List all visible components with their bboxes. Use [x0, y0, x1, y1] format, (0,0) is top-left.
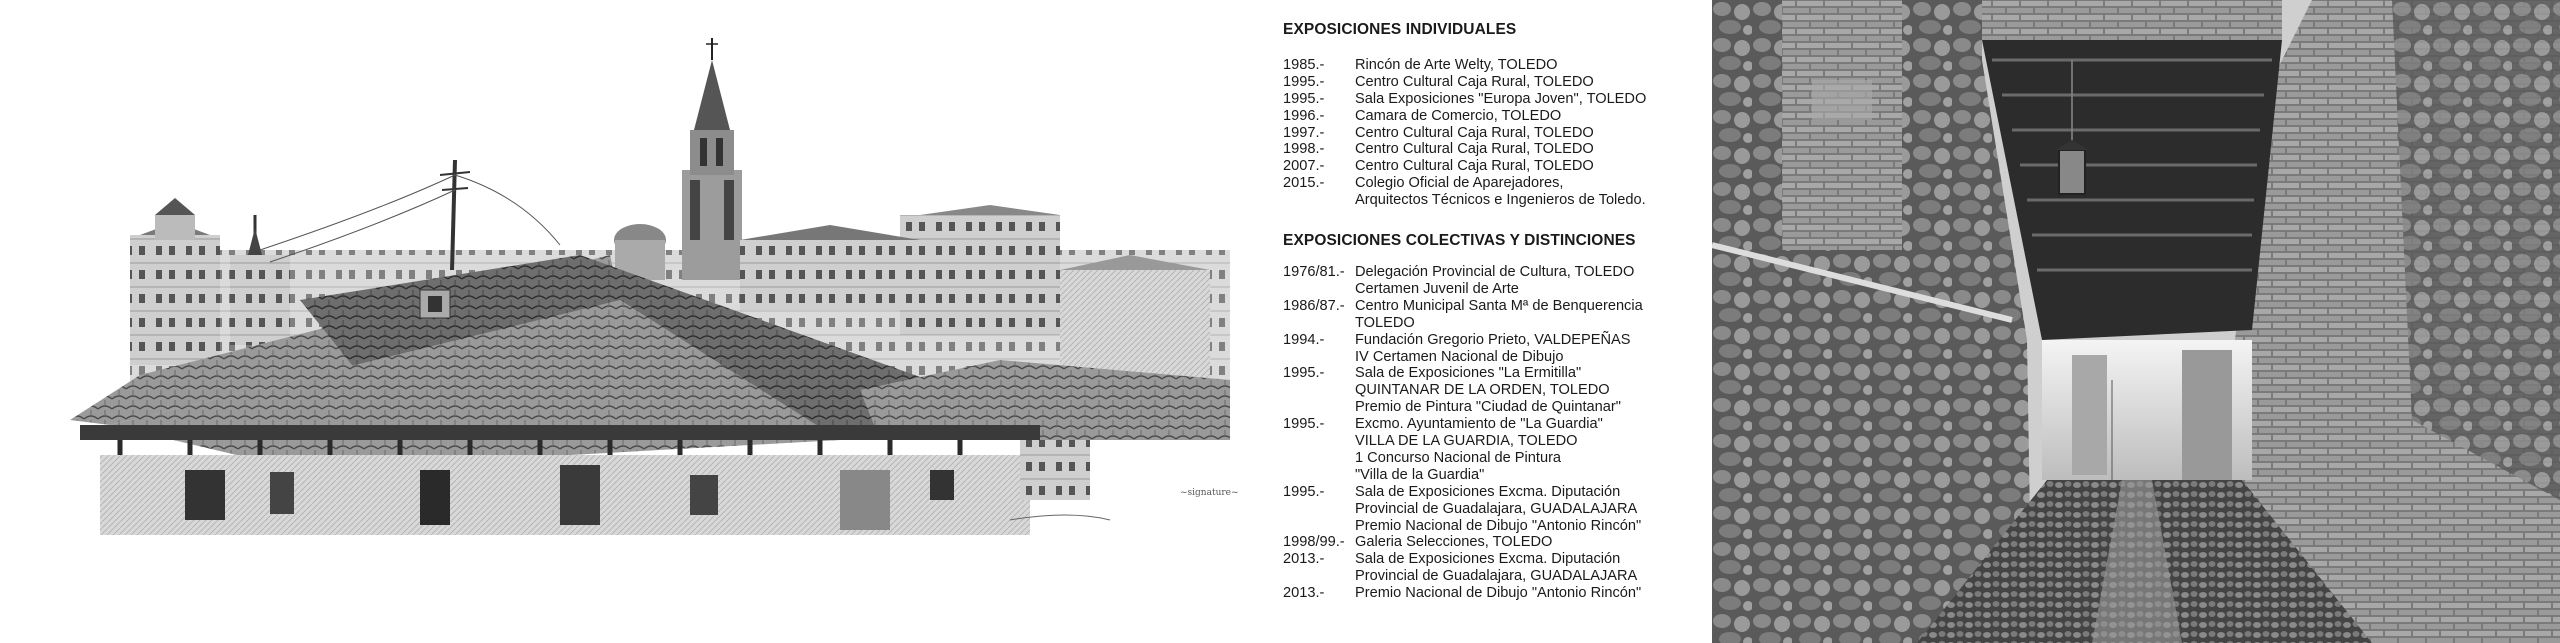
- entry-year: 1994.-: [1283, 331, 1325, 348]
- entry-lines: [1355, 332, 1703, 366]
- section-title: EXPOSICIONES INDIVIDUALES: [1283, 21, 1517, 38]
- exhibition-entry: [1283, 108, 1703, 125]
- entry-line: Sala de Exposiciones Excma. Diputación: [1355, 483, 1621, 500]
- entry-line: 1 Concurso Nacional de Pintura: [1355, 449, 1562, 466]
- entry-year: 1995.-: [1283, 416, 1325, 433]
- exhibition-entry: [1283, 416, 1703, 484]
- entry-line: Rincón de Arte Welty, TOLEDO: [1355, 56, 1558, 73]
- section-individual-exhibitions: [1283, 22, 1703, 209]
- entry-lines: [1355, 57, 1703, 74]
- exhibition-entry: [1283, 91, 1703, 108]
- entry-year: 1985.-: [1283, 56, 1325, 73]
- entry-year: 1998.-: [1283, 141, 1325, 158]
- entry-year: 1997.-: [1283, 124, 1325, 141]
- entry-lines: [1355, 484, 1703, 535]
- exhibition-entry: [1283, 264, 1703, 298]
- entry-year: 2013.-: [1283, 585, 1325, 602]
- entry-line: Centro Cultural Caja Rural, TOLEDO: [1355, 124, 1594, 141]
- entry-line: Centro Municipal Santa Mª de Benquerencia: [1355, 297, 1643, 314]
- arch-beam: [1982, 0, 2282, 40]
- entry-line: Sala Exposiciones "Europa Joven", TOLEDO: [1355, 90, 1647, 107]
- entry-line: Delegación Provincial de Cultura, TOLEDO: [1355, 263, 1635, 280]
- entry-year: 1976/81.-: [1283, 263, 1345, 280]
- entry-year: 1996.-: [1283, 107, 1325, 124]
- entry-lines: [1355, 74, 1703, 91]
- entries-list: [1283, 57, 1703, 209]
- exhibition-entry: [1283, 298, 1703, 332]
- entry-year: 1986/87.-: [1283, 297, 1345, 314]
- entry-line: Galeria Selecciones, TOLEDO: [1355, 534, 1553, 551]
- exhibitions-list: [1283, 22, 1703, 602]
- exhibition-entry: [1283, 551, 1703, 585]
- exhibition-entry: [1283, 585, 1703, 602]
- entry-year: 1995.-: [1283, 90, 1325, 107]
- entry-year: 1995.-: [1283, 483, 1325, 500]
- exhibition-entry: [1283, 158, 1703, 175]
- toledo-alley-drawing: [1712, 0, 2560, 643]
- exhibition-entry: [1283, 534, 1703, 551]
- entry-line: Arquitectos Técnicos e Ingenieros de Toledo.: [1355, 192, 1646, 209]
- entry-lines: [1355, 264, 1703, 298]
- entry-line: Centro Cultural Caja Rural, TOLEDO: [1355, 73, 1594, 90]
- cathedral-tower: [614, 38, 920, 310]
- entry-line: Provincial de Guadalajara, GUADALAJARA: [1355, 500, 1638, 517]
- entry-line: Camara de Comercio, TOLEDO: [1355, 107, 1562, 124]
- entry-line: Sala de Exposiciones Excma. Diputación: [1355, 551, 1621, 568]
- entry-year: 2013.-: [1283, 551, 1325, 568]
- entry-year: 1998/99.-: [1283, 534, 1345, 551]
- entry-line: Fundación Gregorio Prieto, VALDEPEÑAS: [1355, 331, 1631, 348]
- entry-line: Excmo. Ayuntamiento de "La Guardia": [1355, 416, 1603, 433]
- entry-line: Premio de Pintura "Ciudad de Quintanar": [1355, 399, 1621, 416]
- entry-lines: [1355, 108, 1703, 125]
- entry-lines: [1355, 91, 1703, 108]
- entry-lines: [1355, 416, 1703, 484]
- exhibition-entry: [1283, 365, 1703, 416]
- entry-line: QUINTANAR DE LA ORDEN, TOLEDO: [1355, 382, 1610, 399]
- entry-lines: [1355, 141, 1703, 158]
- entry-line: Provincial de Guadalajara, GUADALAJARA: [1355, 568, 1638, 585]
- entry-lines: [1355, 585, 1703, 602]
- entry-lines: [1355, 365, 1703, 416]
- entry-lines: [1355, 158, 1703, 175]
- entry-line: Centro Cultural Caja Rural, TOLEDO: [1355, 158, 1594, 175]
- entry-lines: [1355, 175, 1703, 209]
- entry-line: Colegio Oficial de Aparejadores,: [1355, 175, 1564, 192]
- exhibition-entry: [1283, 175, 1703, 209]
- entry-line: Sala de Exposiciones "La Ermitilla": [1355, 365, 1582, 382]
- entry-line: IV Certamen Nacional de Dibujo: [1355, 348, 1564, 365]
- entry-lines: [1355, 125, 1703, 142]
- exhibition-entry: [1283, 141, 1703, 158]
- entry-line: TOLEDO: [1355, 314, 1415, 331]
- exhibition-entry: [1283, 57, 1703, 74]
- svg-text:~signature~: ~signature~: [1180, 488, 1239, 498]
- entry-year: 1995.-: [1283, 73, 1325, 90]
- entry-line: Centro Cultural Caja Rural, TOLEDO: [1355, 141, 1594, 158]
- entry-year: 1995.-: [1283, 365, 1325, 382]
- entry-line: Premio Nacional de Dibujo "Antonio Rincón": [1355, 517, 1642, 534]
- toledo-rooftops-drawing: [0, 0, 1270, 643]
- entry-line: VILLA DE LA GUARDIA, TOLEDO: [1355, 433, 1578, 450]
- entry-line: "Villa de la Guardia": [1355, 466, 1485, 483]
- entry-line: Certamen Juvenil de Arte: [1355, 280, 1519, 297]
- entry-lines: [1355, 534, 1703, 551]
- section-collective-exhibitions: [1283, 233, 1703, 602]
- exhibition-entry: [1283, 125, 1703, 142]
- entry-lines: [1355, 551, 1703, 585]
- exhibition-entry: [1283, 484, 1703, 535]
- entry-line: Premio Nacional de Dibujo "Antonio Rincón": [1355, 585, 1642, 602]
- exhibition-entry: [1283, 74, 1703, 91]
- entries-list: [1283, 264, 1703, 602]
- exhibition-entry: [1283, 332, 1703, 366]
- entry-lines: [1355, 298, 1703, 332]
- entry-year: 2015.-: [1283, 175, 1325, 192]
- entry-year: 2007.-: [1283, 158, 1325, 175]
- section-title: EXPOSICIONES COLECTIVAS Y DISTINCIONES: [1283, 232, 1636, 250]
